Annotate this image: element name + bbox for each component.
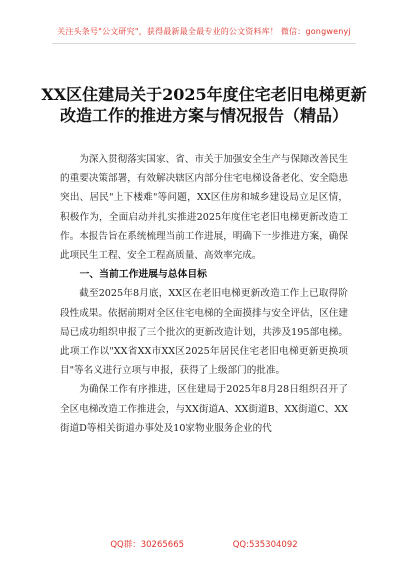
- footer-contact: [0, 538, 408, 550]
- footer-qq-number: QQ:535304092: [232, 540, 298, 550]
- header-promo-note: 关注头条号"公文研究"，获得最新最全最专业的公文资料库！ 微信：gongwenyj: [57, 27, 351, 36]
- header-divider: [52, 43, 356, 44]
- title-line-2: 改造工作的推进方案与情况报告（精品）: [59, 106, 348, 125]
- document-title: [40, 84, 368, 126]
- document-body: [60, 150, 348, 438]
- title-line-1: XX区住建局关于2025年度住宅老旧电梯更新: [41, 85, 367, 104]
- progress-paragraph: 截至2025年8月底，XX区在老旧电梯更新改造工作上已取得阶段性成果。依据前期对全区住宅电梯的全面摸排与安全评估，区住建局已成功组织申报了三个批次的更新改造计划，共涉及195部电梯。此项工作以"XX省XX市XX区2025年居民住宅老旧电梯更新更换项目"等名义进行立项与申报，获得了上级部门的批准。: [60, 288, 348, 377]
- footer-qq-group: QQ群：30265665: [110, 540, 185, 550]
- intro-paragraph: 为深入贯彻落实国家、省、市关于加强安全生产与保障改善民生的重要决策部署，有效解决辖区内部分住宅电梯设备老化、安全隐患突出、居民"上下楼难"等问题，XX区住房和城乡建设局立足区情，积极作为，全面启动并扎实推进2025年度住宅老旧电梯更新改造工作。本报告旨在系统梳理当前工作进展，明确下一步推进方案，确保此项民生工程、安全工程高质量、高效率完成。: [60, 154, 348, 262]
- meeting-paragraph: 为确保工作有序推进，区住建局于2025年8月28日组织召开了全区电梯改造工作推进会，与XX街道A、XX街道B、XX街道C、XX街道D等相关街道办事处及10家物业服务企业的代: [60, 384, 348, 434]
- section-1-heading: 一、当前工作进展与总体目标: [79, 269, 207, 281]
